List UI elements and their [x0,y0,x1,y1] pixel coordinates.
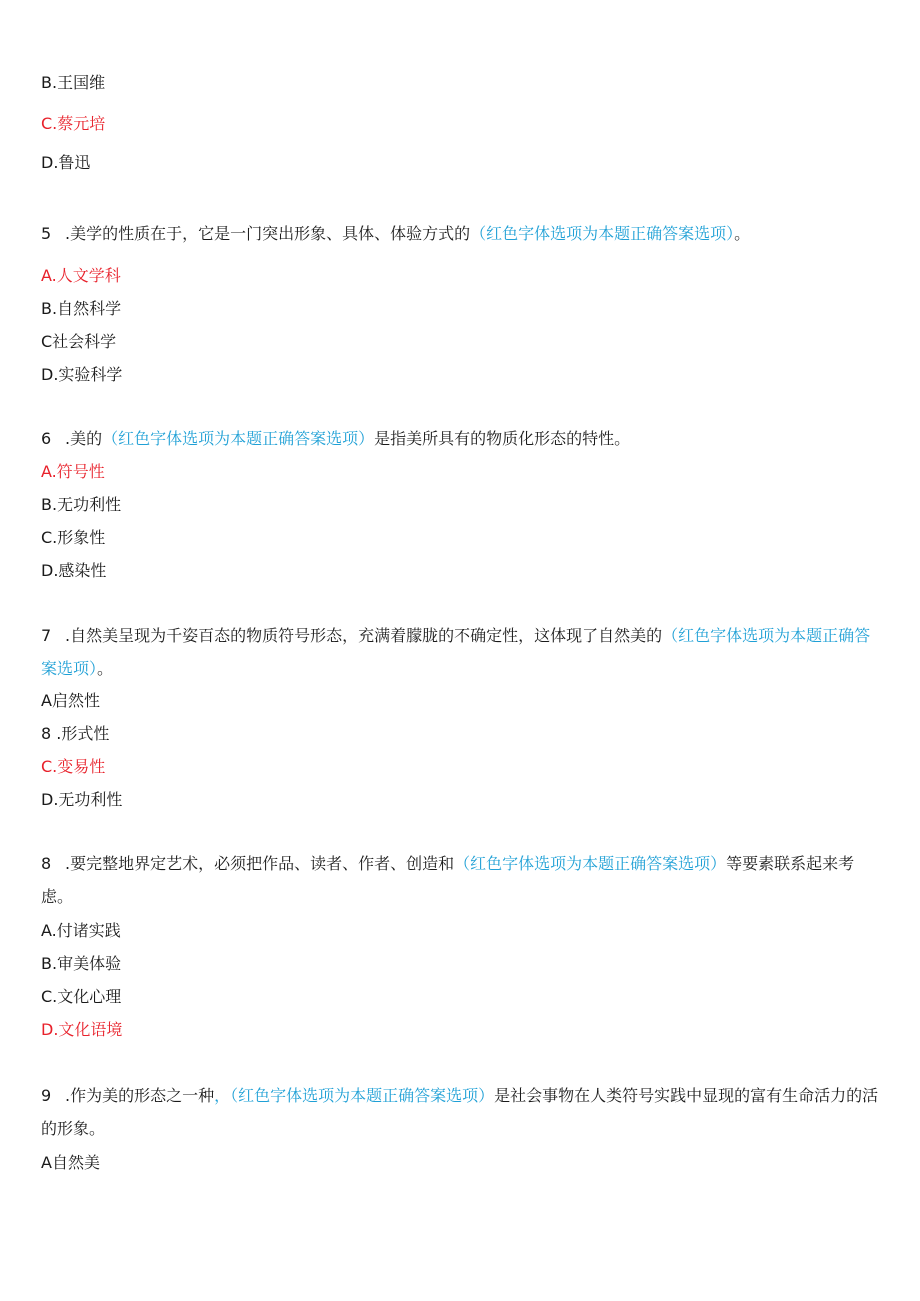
option-q8-a: A.付诸实践 [41,921,121,940]
option-q6-d: D.感染性 [41,561,107,580]
answer-blank: （红色字体选项为本题正确答案选项） [454,854,727,873]
option-q5-c: C社会科学 [41,332,117,351]
option-q8-b: B.审美体验 [41,954,122,973]
option-q4-b: B.王国维 [41,73,106,92]
question-text-end: 是社会事物在人类符号实践中显现的富有生命活力的活的形象。 [41,1086,879,1138]
question-5 [41,217,881,250]
question-9 [41,1079,881,1145]
question-text-end: 等要素联系起来考虑。 [41,854,855,906]
option-q5-a-answer: A.人文学科 [41,266,121,285]
question-7 [41,619,881,685]
question-number: 8 [41,854,52,873]
question-number: 7 [41,626,52,645]
question-text: .美的 [65,429,103,448]
option-q9-a: A自然美 [41,1153,100,1172]
option-q4-d: D.鲁迅 [41,153,91,172]
option-q5-b: B.自然科学 [41,299,122,318]
option-q6-c: C.形象性 [41,528,106,547]
option-q8-d-answer: D.文化语境 [41,1020,123,1039]
question-text-end: 。 [97,659,114,678]
option-q7-b: 8 .形式性 [41,724,110,743]
option-q7-d: D.无功利性 [41,790,123,809]
question-text: .要完整地界定艺术，必须把作品、读者、作者、创造和 [65,854,455,873]
answer-blank: ，（红色字体选项为本题正确答案选项） [214,1086,495,1105]
option-q5-d: D.实验科学 [41,365,123,384]
option-q8-c: C.文化心理 [41,987,122,1006]
option-q6-b: B.无功利性 [41,495,122,514]
option-q4-c-answer: C.蔡元培 [41,114,106,133]
question-text-end: 是指美所具有的物质化形态的特性。 [374,429,631,448]
option-q7-a: A启然性 [41,691,100,710]
question-number: 6 [41,429,52,448]
answer-blank: （红色字体选项为本题正确答案选项） [470,224,735,243]
answer-blank: （红色字体选项为本题正确答案选项） [102,429,375,448]
question-8 [41,847,881,913]
option-q6-a-answer: A.符号性 [41,462,105,481]
question-text-end: 。 [734,224,751,243]
question-text: .自然美呈现为千姿百态的物质符号形态，充满着朦胧的不确定性，这体现了自然美的 [65,626,663,645]
answer-blank: （红色字体选项为本题正确答案选项） [41,626,871,678]
question-number: 9 [41,1086,52,1105]
question-6 [41,422,881,455]
option-q7-c-answer: C.变易性 [41,757,106,776]
question-number: 5 [41,224,52,243]
question-text: .作为美的形态之一种 [65,1086,215,1105]
question-text: .美学的性质在于，它是一门突出形象、具体、体验方式的 [65,224,471,243]
